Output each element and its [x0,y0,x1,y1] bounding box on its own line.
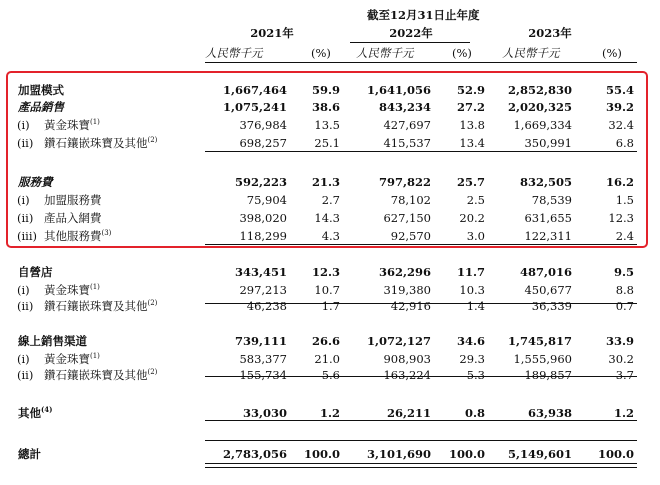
header-rule [205,62,637,63]
cell-amount: 75,904 [246,193,287,207]
cell-amount: 92,570 [390,229,431,243]
cell-amount: 450,677 [524,283,572,297]
cell-amount: 118,299 [239,229,287,243]
cell-amount: 1,641,056 [366,83,431,97]
row-label-text: 產品銷售 [18,100,64,114]
cell-percent: 100.0 [597,447,634,461]
row-label [44,283,100,297]
unit-pct-2023: (%) [602,46,622,60]
unit-pct-2022: (%) [452,46,472,60]
cell-percent: 4.3 [321,229,340,243]
cell-percent: 55.4 [605,83,634,97]
subtotal-rule-4 [205,376,637,377]
cell-percent: 12.3 [311,265,340,279]
cell-percent: 1.4 [466,299,485,313]
cell-percent: 10.3 [459,283,485,297]
row-label-text: 鑽石鑲嵌珠寶及其他 [44,299,148,313]
cell-percent: 25.1 [314,136,340,150]
row-label-text: 黃金珠寶 [44,352,90,366]
cell-amount: 2,783,056 [222,447,287,461]
cell-amount: 297,213 [239,283,287,297]
cell-percent: 30.2 [608,352,634,366]
cell-amount: 832,505 [519,175,572,189]
row-prefix: (ii) [17,368,34,382]
cell-percent: 33.9 [605,334,634,348]
cell-amount: 63,938 [527,406,572,420]
cell-percent: 26.6 [311,334,340,348]
cell-percent: 34.6 [456,334,485,348]
cell-amount: 36,339 [531,299,572,313]
cell-amount: 592,223 [234,175,287,189]
cell-percent: 3.7 [615,368,634,382]
total-double-rule [205,463,637,468]
row-prefix: (ii) [17,136,34,150]
cell-amount: 631,655 [524,211,572,225]
cell-amount: 46,238 [246,299,287,313]
cell-amount: 189,857 [524,368,572,382]
cell-percent: 21.0 [314,352,340,366]
cell-amount: 583,377 [239,352,287,366]
cell-percent: 5.6 [321,368,340,382]
unit-rmb-2021: 人民幣千元 [205,46,263,60]
cell-amount: 1,745,817 [507,334,572,348]
cell-percent: 1.5 [615,193,634,207]
row-label-text: 黃金珠寶 [44,118,90,132]
cell-percent: 12.3 [608,211,634,225]
cell-amount: 42,916 [390,299,431,313]
row-label [44,193,102,207]
cell-percent: 1.7 [321,299,340,313]
row-label-text: 鑽石鑲嵌珠寶及其他 [44,368,148,382]
year-2021: 2021年 [250,26,294,40]
row-label [18,406,53,420]
cell-amount: 1,072,127 [366,334,431,348]
cell-percent: 21.3 [311,175,340,189]
row-label [18,100,64,114]
unit-pct-2021: (%) [311,46,331,60]
row-label [44,299,157,313]
cell-percent: 11.7 [456,265,485,279]
year-2022: 2022年 [389,26,433,40]
cell-amount: 155,734 [239,368,287,382]
row-label-text: 線上銷售渠道 [18,334,87,348]
cell-amount: 5,149,601 [507,447,572,461]
cell-amount: 319,380 [383,283,431,297]
subtotal-rule-2 [205,244,637,245]
cell-amount: 843,234 [378,100,431,114]
footnote-marker: (2) [147,136,158,145]
unit-rmb-2023: 人民幣千元 [502,46,560,60]
cell-percent: 1.2 [613,406,634,420]
cell-percent: 38.6 [311,100,340,114]
row-label-text: 自營店 [18,265,53,279]
subtotal-rule-1 [205,151,637,152]
row-prefix: (ii) [17,299,34,313]
footnote-marker: (2) [147,368,158,377]
cell-percent: 29.3 [459,352,485,366]
cell-amount: 627,150 [383,211,431,225]
footnote-marker: (1) [90,352,100,361]
row-prefix: (i) [17,352,30,366]
row-label [44,229,111,243]
cell-amount: 1,075,241 [222,100,287,114]
row-label [44,118,100,132]
period-header: 截至12月31日止年度 [367,8,480,22]
cell-amount: 1,555,960 [513,352,572,366]
row-label-text: 鑽石鑲嵌珠寶及其他 [44,136,148,150]
cell-percent: 0.7 [615,299,634,313]
cell-percent: 6.8 [615,136,634,150]
cell-amount: 362,296 [378,265,431,279]
cell-percent: 1.2 [319,406,340,420]
cell-percent: 2.7 [321,193,340,207]
cell-percent: 8.8 [615,283,634,297]
cell-amount: 343,451 [234,265,287,279]
cell-amount: 415,537 [383,136,431,150]
cell-percent: 13.4 [459,136,485,150]
row-label-text: 總計 [18,447,41,461]
row-label-text: 產品入網費 [44,211,102,225]
row-prefix: (i) [17,283,30,297]
footnote-marker: (3) [101,229,112,238]
row-label [18,83,64,97]
row-label-text: 服務費 [18,175,53,189]
cell-percent: 25.7 [456,175,485,189]
row-label [18,265,53,279]
cell-percent: 9.5 [613,265,634,279]
cell-percent: 0.8 [464,406,485,420]
cell-amount: 3,101,690 [366,447,431,461]
footnote-marker: (2) [147,299,158,308]
cell-percent: 2.4 [615,229,634,243]
row-label [44,211,102,225]
cell-percent: 59.9 [311,83,340,97]
cell-percent: 100.0 [303,447,340,461]
cell-amount: 78,539 [531,193,572,207]
cell-amount: 1,667,464 [222,83,287,97]
cell-amount: 2,852,830 [507,83,572,97]
cell-percent: 100.0 [448,447,485,461]
row-label-text: 其他 [18,406,41,420]
row-prefix: (i) [17,118,30,132]
cell-amount: 350,991 [524,136,572,150]
total-top-rule [205,440,637,441]
year-2023: 2023年 [528,26,572,40]
subtotal-rule-5 [205,420,637,421]
unit-rmb-2022: 人民幣千元 [356,46,414,60]
cell-percent: 32.4 [608,118,634,132]
cell-amount: 2,020,325 [507,100,572,114]
footnote-marker: (1) [90,283,100,292]
cell-amount: 487,016 [519,265,572,279]
row-label-text: 加盟服務費 [44,193,102,207]
cell-percent: 3.0 [466,229,485,243]
cell-amount: 26,211 [386,406,431,420]
row-label [44,352,100,366]
cell-amount: 163,224 [383,368,431,382]
cell-amount: 797,822 [378,175,431,189]
row-label-text: 加盟模式 [18,83,64,97]
cell-amount: 427,697 [383,118,431,132]
cell-amount: 398,020 [239,211,287,225]
cell-amount: 739,111 [234,334,287,348]
cell-percent: 14.3 [314,211,340,225]
row-label [44,136,157,150]
cell-amount: 908,903 [383,352,431,366]
cell-percent: 13.8 [459,118,485,132]
header-underline-2022 [350,42,470,43]
cell-amount: 376,984 [239,118,287,132]
cell-amount: 33,030 [242,406,287,420]
subtotal-rule-3 [205,303,637,304]
cell-percent: 5.3 [466,368,485,382]
cell-percent: 20.2 [459,211,485,225]
cell-percent: 16.2 [605,175,634,189]
footnote-marker: (1) [90,118,100,127]
row-label-text: 黃金珠寶 [44,283,90,297]
cell-amount: 78,102 [390,193,431,207]
row-label [18,334,87,348]
cell-percent: 39.2 [605,100,634,114]
row-label [18,447,41,461]
row-prefix: (iii) [17,229,38,243]
row-label [44,368,157,382]
cell-percent: 27.2 [456,100,485,114]
cell-amount: 698,257 [239,136,287,150]
footnote-marker: (4) [41,405,53,415]
row-prefix: (ii) [17,211,34,225]
row-prefix: (i) [17,193,30,207]
cell-amount: 122,311 [524,229,572,243]
cell-percent: 10.7 [314,283,340,297]
cell-percent: 2.5 [466,193,485,207]
row-label-text: 其他服務費 [44,229,102,243]
row-label [18,175,53,189]
cell-percent: 52.9 [456,83,485,97]
cell-amount: 1,669,334 [513,118,572,132]
cell-percent: 13.5 [314,118,340,132]
